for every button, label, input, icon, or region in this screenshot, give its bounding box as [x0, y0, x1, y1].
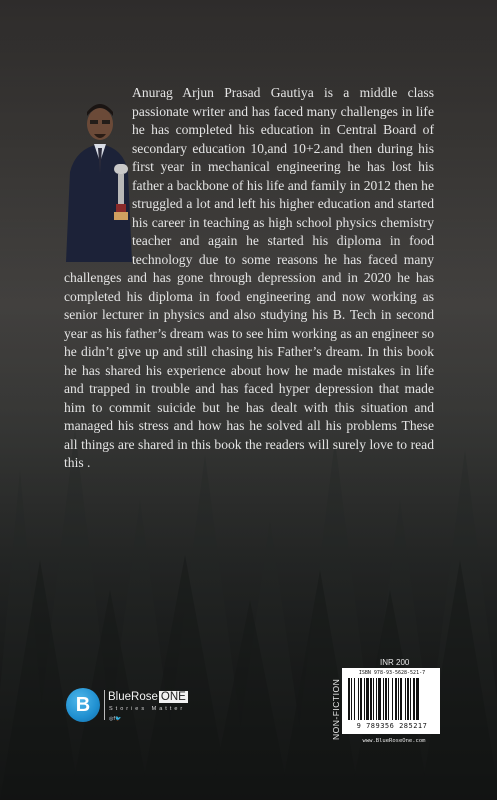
- barcode-bar: [348, 678, 350, 720]
- barcode-bar: [378, 678, 381, 720]
- barcode-bar: [395, 678, 397, 720]
- publisher-name-highlight: ONE: [160, 691, 186, 703]
- barcode-bar: [413, 678, 415, 720]
- barcode-bar: [407, 678, 409, 720]
- publisher-tagline: Stories Matter: [109, 706, 186, 712]
- publisher-logo: [66, 684, 206, 732]
- barcode-bar: [370, 678, 372, 720]
- author-bio: [64, 84, 434, 473]
- barcode-bar: [376, 678, 377, 720]
- barcode-bar: [360, 678, 362, 720]
- social-icons: ◎f🐦: [109, 716, 122, 722]
- barcode-digits: 9 789356 285217: [356, 722, 428, 730]
- isbn-barcode: [342, 668, 440, 734]
- price-label: INR 200: [380, 658, 410, 667]
- barcode-bar: [416, 678, 419, 720]
- photo-spacer: [64, 84, 132, 264]
- publisher-logo-icon: B: [66, 688, 100, 722]
- barcode-bar: [366, 678, 369, 720]
- barcode-bar: [398, 678, 399, 720]
- barcode-bar: [383, 678, 384, 720]
- genre-label: NON-FICTION: [331, 678, 341, 740]
- publisher-website: www.BlueRoseOne.com: [362, 738, 426, 744]
- barcode-bar: [351, 678, 352, 720]
- barcode-bar: [410, 678, 411, 720]
- barcode-bar: [373, 678, 374, 720]
- author-bio-text: Anurag Arjun Prasad Gautiya is a middle class passionate writer and has faced many challenges in life he has completed his education in Central Board of secondary education 10,and 10+2.and then during his first year in mechanical engineering he has lost his father a backbone of his life and family in 2012 then he struggled a lot and left his higher education and started his career in teaching as high school physics chemistry teacher and again he started his diploma in food technology due to some reasons he has faced many challenges and has gone through depression and in 2020 he has completed his diploma in food engineering and now working as senior lecturer in physics and also studying his B. Tech in second year as his father’s dream was to see him working as an engineer so he didn’t give up and still chasing his Father’s dream. In this book he has shared his experience about how he made mistakes in life and trapped in trouble and has faced hyper depression that made him to commit suicide but he has dealt with this situation and managed his stress and how has he solved all his problems These all things are shared in this book the readers will surely love to read this .: [64, 85, 434, 470]
- barcode-bar: [354, 678, 355, 720]
- barcode-bar: [364, 678, 365, 720]
- barcode-bars: [348, 678, 434, 722]
- logo-divider: [104, 690, 105, 720]
- publisher-name: [108, 691, 188, 703]
- barcode-bar: [385, 678, 387, 720]
- barcode-bar: [405, 678, 406, 720]
- publisher-name-main: BlueRose: [108, 691, 158, 703]
- barcode-bar: [392, 678, 393, 720]
- barcode-bar: [388, 678, 389, 720]
- isbn-number: ISBN 978-93-5628-521-7: [358, 670, 426, 676]
- barcode-bar: [400, 678, 402, 720]
- barcode-bar: [358, 678, 359, 720]
